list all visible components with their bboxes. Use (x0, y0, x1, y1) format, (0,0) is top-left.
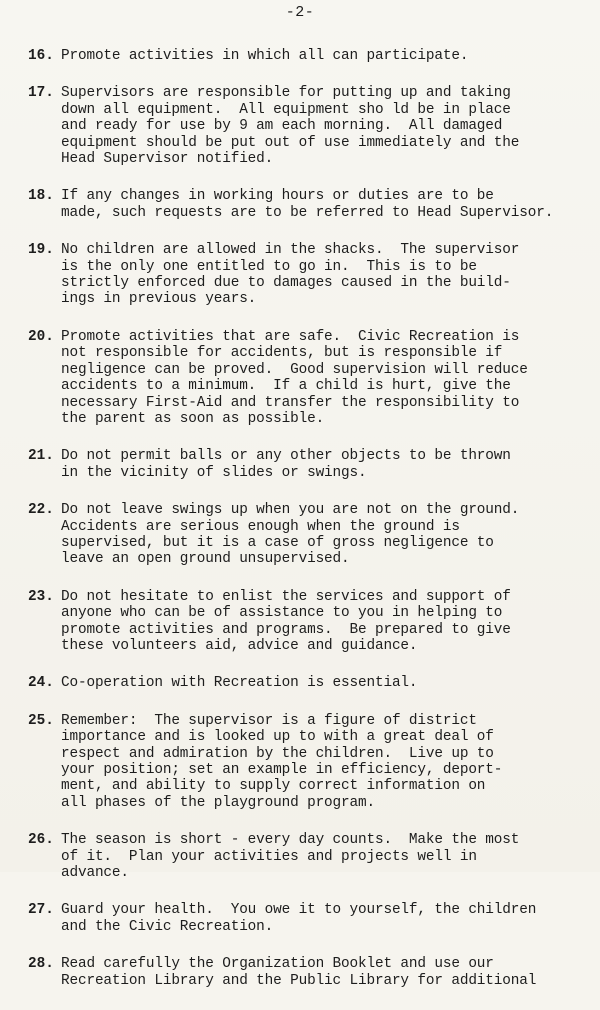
text-line: Head Supervisor notified. (61, 151, 274, 168)
list-item (28, 242, 588, 308)
text-line: anyone who can be of assistance to you in helping to (61, 605, 503, 622)
text-line: ings in previous years. (61, 291, 257, 308)
item-text (61, 48, 588, 64)
item-number: 28. (28, 956, 54, 973)
text-line: of it. Plan your activities and projects well in (61, 848, 477, 865)
text-line: Read carefully the Organization Booklet and use our (61, 956, 494, 973)
list-item (28, 48, 588, 64)
text-line: Co-operation with Recreation is essential. (61, 675, 418, 692)
item-number: 20. (28, 328, 54, 345)
text-line: and ready for use by 9 am each morning. All damaged (61, 118, 503, 135)
item-text (61, 502, 588, 568)
item-number: 17. (28, 85, 54, 102)
item-number: 16. (28, 48, 54, 64)
text-line: Promote activities in which all can participate. (61, 48, 469, 64)
text-line: respect and admiration by the children. Live up to (61, 745, 494, 762)
list-item (28, 956, 588, 989)
list-item (28, 85, 588, 167)
text-line: in the vicinity of slides or swings. (61, 464, 367, 481)
item-number: 27. (28, 902, 54, 919)
text-line: leave an open ground unsupervised. (61, 551, 350, 568)
text-line: the parent as soon as possible. (61, 410, 325, 427)
text-line: accidents to a minimum. If a child is hurt, give the (61, 378, 511, 395)
text-line: Promote activities that are safe. Civic Recreation is (61, 328, 520, 345)
text-line: not responsible for accidents, but is responsible if (61, 345, 503, 362)
text-line: supervised, but it is a case of gross negligence to (61, 534, 494, 551)
item-text (61, 242, 588, 308)
text-line: No children are allowed in the shacks. The supervisor (61, 242, 520, 259)
item-number: 19. (28, 242, 54, 259)
item-number: 18. (28, 188, 54, 205)
item-text (61, 902, 588, 935)
list-item (28, 448, 588, 481)
text-line: strictly enforced due to damages caused in the build- (61, 275, 511, 292)
item-number: 22. (28, 502, 54, 519)
item-number: 23. (28, 588, 54, 605)
item-text (61, 832, 588, 881)
item-text (61, 85, 588, 167)
list-item (28, 713, 588, 811)
text-line: and the Civic Recreation. (61, 918, 274, 935)
text-line: Remember: The supervisor is a figure of district (61, 712, 477, 729)
item-number: 26. (28, 832, 54, 849)
text-line: Guard your health. You owe it to yourself, the children (61, 902, 537, 919)
text-line: If any changes in working hours or duties are to be (61, 188, 494, 205)
list-item (28, 329, 588, 427)
text-line: equipment should be put out of use immediately and the (61, 134, 520, 151)
text-line: your position; set an example in efficiency, deport- (61, 762, 503, 778)
list-item (28, 188, 588, 221)
text-line: necessary First-Aid and transfer the responsibility to (61, 394, 520, 411)
list-item (28, 675, 588, 691)
text-line: negligence can be proved. Good supervision will reduce (61, 361, 528, 378)
item-text (61, 589, 588, 655)
text-line: ment, and ability to supply correct information on (61, 778, 486, 795)
item-number: 25. (28, 712, 54, 729)
item-text (61, 448, 588, 481)
item-text (61, 188, 588, 221)
text-line: Do not permit balls or any other objects to be thrown (61, 448, 511, 465)
text-line: Do not leave swings up when you are not on the ground. (61, 502, 520, 519)
rules-list (28, 48, 588, 1010)
page-number: -2- (285, 4, 315, 21)
text-line: Recreation Library and the Public Library for additional (61, 972, 537, 989)
text-line: advance. (61, 865, 129, 882)
item-text (61, 675, 588, 691)
text-line: Do not hesitate to enlist the services and support of (61, 588, 511, 605)
text-line: Supervisors are responsible for putting up and taking (61, 85, 511, 102)
text-line: made, such requests are to be referred to Head Supervisor. (61, 204, 554, 221)
list-item (28, 902, 588, 935)
list-item (28, 832, 588, 881)
text-line: all phases of the playground program. (61, 794, 375, 811)
text-line: is the only one entitled to go in. This is to be (61, 258, 477, 275)
item-text (61, 329, 588, 427)
list-item (28, 589, 588, 655)
item-text (61, 713, 588, 811)
item-number: 21. (28, 448, 54, 465)
item-number: 24. (28, 675, 54, 692)
list-item (28, 502, 588, 568)
text-line: these volunteers aid, advice and guidance. (61, 637, 418, 654)
text-line: down all equipment. All equipment sho ld be in place (61, 101, 511, 118)
text-line: promote activities and programs. Be prepared to give (61, 621, 511, 638)
text-line: The season is short - every day counts. Make the most (61, 832, 520, 849)
text-line: Accidents are serious enough when the ground is (61, 518, 460, 535)
text-line: importance and is looked up to with a great deal of (61, 729, 494, 746)
item-text (61, 956, 588, 989)
